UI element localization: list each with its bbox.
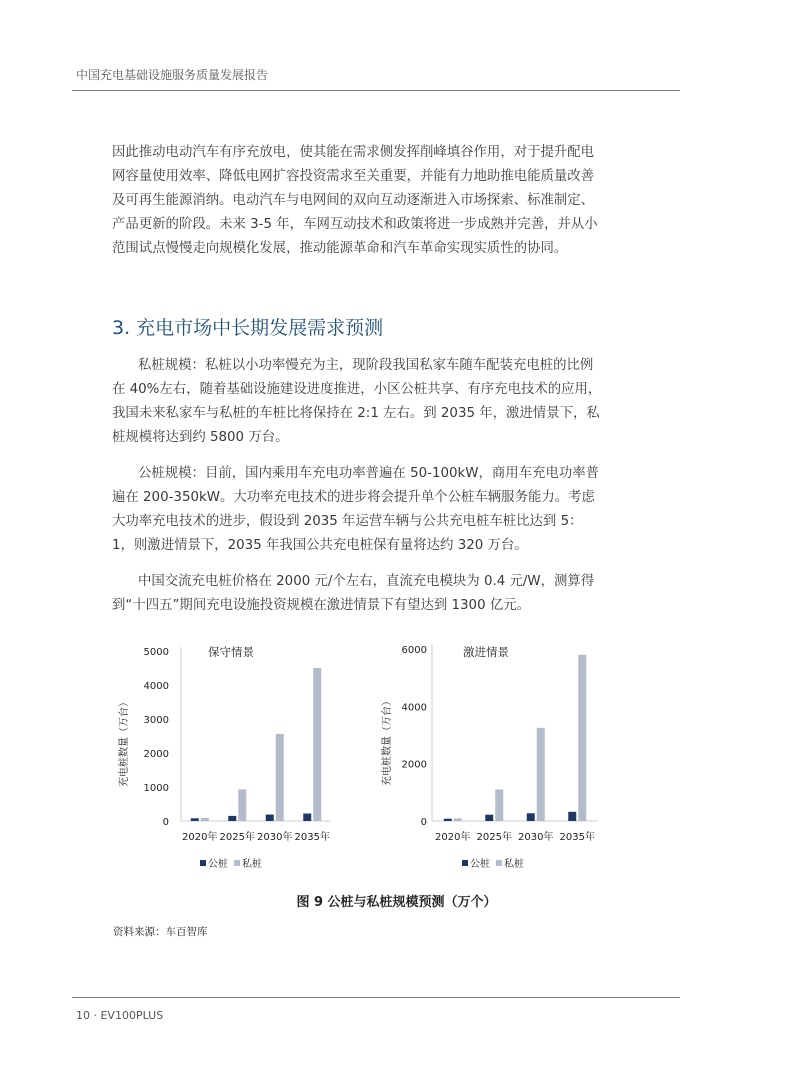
bar-public-2 bbox=[266, 815, 274, 821]
y-axis-label: 充电桩数量（万台） bbox=[119, 697, 130, 787]
y-tick-label: 4000 bbox=[143, 681, 169, 692]
x-tick-label: 2020年 bbox=[182, 832, 218, 843]
legend-swatch-private bbox=[234, 860, 240, 866]
legend-label: 公桩 bbox=[208, 859, 228, 870]
legend-swatch-public bbox=[462, 860, 468, 866]
header-divider bbox=[72, 90, 680, 91]
y-tick-label: 4000 bbox=[401, 702, 427, 714]
figure-caption: 图 9 公桩与私桩规模预测（万个） bbox=[296, 895, 497, 910]
paragraph-public-pile-scale: 公桩规模：目前，国内乘用车充电功率普遍在 50-100kW，商用车充电功率普遍在 200-350kW。大功率充电技术的进步将会提升单个公桩车辆服务能力。考虑大功率充电技术的进步，假设到 2035 年运营车辆与公共充电桩车桩比达到 5：1，则激进情景下，2035 年我国公共充电桩保有量将达约 320 万台。 bbox=[112, 466, 600, 553]
bar-private-3 bbox=[578, 655, 586, 821]
bar-private-0 bbox=[454, 818, 462, 821]
bar-public-1 bbox=[228, 816, 236, 821]
paragraph-investment-estimate: 中国交流充电桩价格在 2000 元/个左右，直流充电模块为 0.4 元/W，测算得到“十四五”期间充电设施投资规模在激进情景下有望达到 1300 亿元。 bbox=[112, 574, 595, 613]
bar-public-0 bbox=[191, 818, 199, 821]
y-tick-label: 5000 bbox=[143, 647, 169, 658]
chart-title: 保守情景 bbox=[208, 645, 254, 659]
legend-label: 私桩 bbox=[242, 859, 262, 870]
footer-divider bbox=[72, 997, 680, 998]
x-tick-label: 2025年 bbox=[219, 832, 255, 843]
y-tick-label: 2000 bbox=[401, 759, 427, 771]
y-tick-label: 3000 bbox=[143, 715, 169, 726]
running-header-title: 中国充电基础设施服务质量发展报告 bbox=[76, 68, 269, 82]
legend-swatch-public bbox=[200, 860, 206, 866]
y-tick-label: 2000 bbox=[143, 749, 169, 760]
x-tick-label: 2025年 bbox=[476, 832, 512, 843]
bar-public-3 bbox=[303, 814, 311, 821]
legend-label: 私桩 bbox=[504, 859, 524, 870]
bar-public-2 bbox=[527, 813, 535, 821]
bar-private-1 bbox=[495, 789, 503, 821]
chart-aggressive-svg bbox=[380, 636, 620, 876]
paragraph-1: 因此推动电动汽车有序充放电，使其能在需求侧发挥削峰填谷作用，对于提升配电网容量使用效率、降低电网扩容投资需求至关重要，并能有力地助推电能质量改善及可再生能源消纳。电动汽车与电网间的双向互动逐渐进入市场探索、标准制定、产品更新的阶段。未来 3-5 年，车网互动技术和政策将进一步成熟并完善，并从小范围试点慢慢走向规模化发展，推动能源革命和汽车革命实现实质性的协同。 bbox=[112, 145, 598, 256]
chart-title: 激进情景 bbox=[463, 645, 509, 659]
paragraph-private-pile-scale: 私桩规模：私桩以小功率慢充为主，现阶段我国私家车随车配装充电桩的比例在 40%左右，随着基础设施建设进度推进，小区公桩共享、有序充电技术的应用，我国未来私家车与私桩的车桩比将保持在 2:1 左右。到 2035 年，激进情景下，私桩规模将达到约 5800 万台。 bbox=[112, 358, 602, 445]
y-axis-label: 充电桩数量（万台） bbox=[382, 696, 393, 786]
y-tick-label: 6000 bbox=[401, 645, 427, 656]
bar-private-2 bbox=[537, 728, 545, 821]
y-tick-label: 0 bbox=[162, 817, 169, 828]
x-tick-label: 2030年 bbox=[518, 832, 554, 843]
bar-public-1 bbox=[485, 815, 493, 821]
legend-label: 公桩 bbox=[470, 859, 490, 870]
chart-conservative-scenario bbox=[113, 636, 353, 880]
bar-public-3 bbox=[568, 812, 576, 821]
source-note: 资料来源：车百智库 bbox=[113, 926, 208, 938]
bar-private-1 bbox=[238, 789, 246, 821]
x-tick-label: 2035年 bbox=[559, 832, 595, 843]
bar-private-3 bbox=[313, 668, 321, 821]
bar-private-2 bbox=[276, 734, 284, 821]
y-tick-label: 0 bbox=[420, 817, 427, 828]
x-tick-label: 2030年 bbox=[257, 832, 293, 843]
bar-private-0 bbox=[201, 818, 209, 821]
y-tick-label: 1000 bbox=[143, 783, 169, 794]
legend-swatch-private bbox=[496, 860, 502, 866]
section-heading: 3. 充电市场中长期发展需求预测 bbox=[112, 317, 384, 339]
x-tick-label: 2035年 bbox=[294, 832, 330, 843]
bar-public-0 bbox=[444, 819, 452, 821]
x-tick-label: 2020年 bbox=[435, 832, 471, 843]
page-footer: 10 · EV100PLUS bbox=[76, 1009, 164, 1022]
chart-conservative-svg bbox=[113, 636, 353, 876]
chart-aggressive-scenario bbox=[380, 636, 620, 880]
